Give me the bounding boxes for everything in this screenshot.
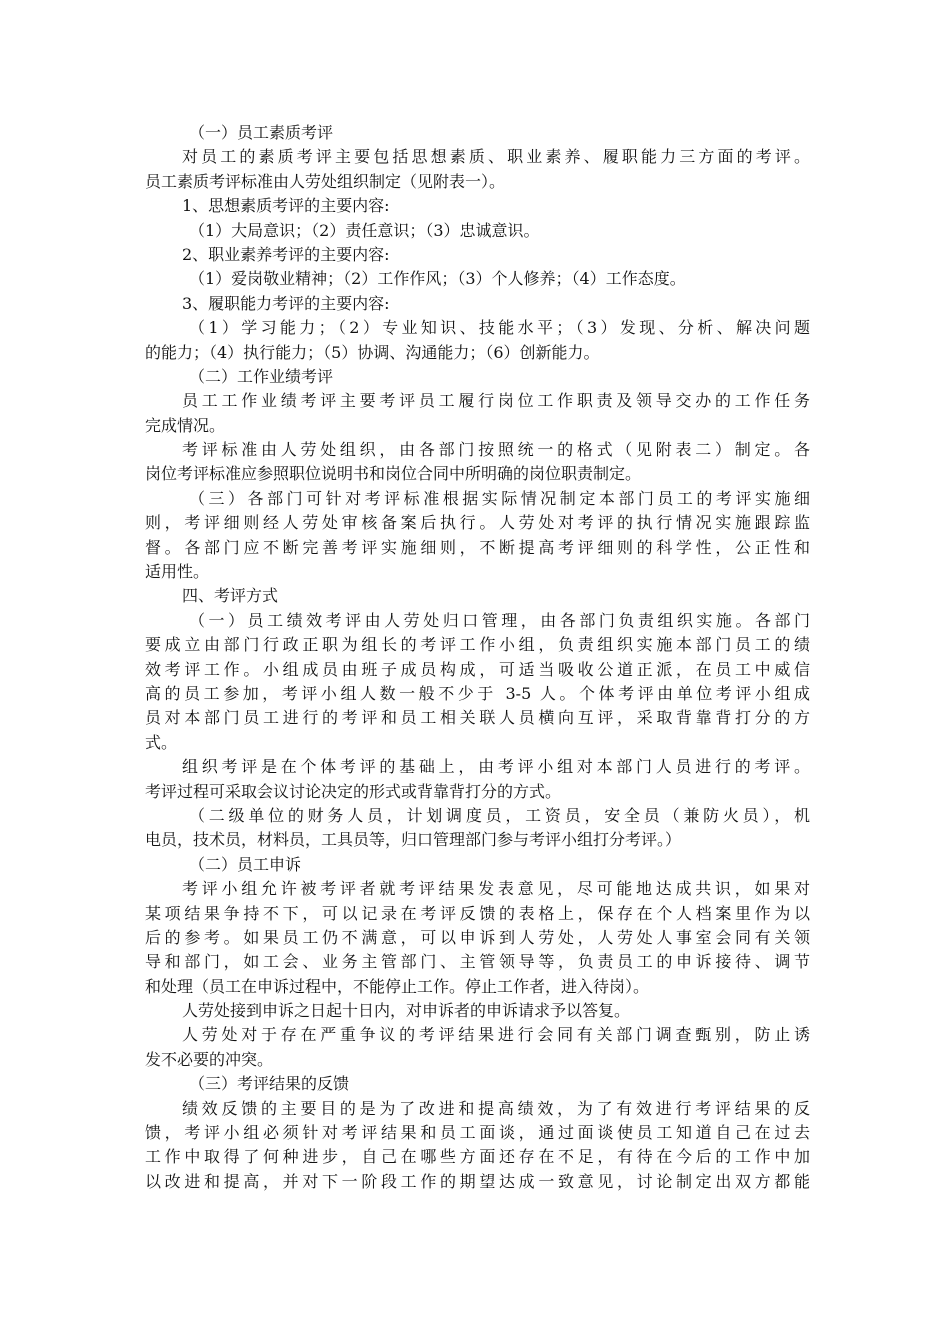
text-line: 员工素质考评标准由人劳处组织制定（见附表一）。 [145, 171, 506, 191]
text-line: 电员，技术员，材料员，工具员等，归口管理部门参与考评小组打分考评。） [145, 830, 682, 850]
text-line: 四、考评方式 [182, 586, 279, 606]
text-line: 对员工的素质考评主要包括思想素质、职业素养、履职能力三方面的考评。 [182, 147, 810, 167]
text-line: （1）学习能力；（2）专业知识、技能水平；（3）发现、分析、解决问题 [189, 318, 810, 338]
text-line: 2、职业素养考评的主要内容: [182, 244, 390, 264]
text-line: （三）各部门可针对考评标准根据实际情况制定本部门员工的考评实施细 [189, 488, 810, 508]
text-line: 馈，考评小组必须针对考评结果和员工面谈，通过面谈使员工知道自己在过去 [145, 1123, 810, 1143]
text-line: 组织考评是在个体考评的基础上，由考评小组对本部门人员进行的考评。 [182, 757, 810, 777]
text-line: 式。 [145, 732, 178, 752]
text-line: 1、思想素质考评的主要内容: [182, 196, 390, 216]
text-line: 绩效反馈的主要目的是为了改进和提高绩效，为了有效进行考评结果的反 [182, 1098, 810, 1118]
text-line: 发不必要的冲突。 [145, 1049, 274, 1069]
text-line: 考评小组允许被考评者就考评结果发表意见，尽可能地达成共识，如果对 [182, 879, 810, 899]
text-line: 人劳处接到申诉之日起十日内，对申诉者的申诉请求予以答复。 [182, 1001, 631, 1021]
text-line: 后的参考。如果员工仍不满意，可以申诉到人劳处，人劳处人事室会同有关领 [145, 927, 810, 947]
text-line: （二）员工申诉 [189, 854, 302, 874]
text-line: 导和部门，如工会、业务主管部门、主管领导等，负责员工的申诉接待、调节 [145, 952, 810, 972]
text-line: 完成情况。 [145, 415, 226, 435]
text-line: 和处理（员工在申诉过程中，不能停止工作。停止工作者，进入待岗）。 [145, 976, 650, 996]
text-line: （1）大局意识；（2）责任意识；（3）忠诚意识。 [189, 220, 540, 240]
text-line: 考评标准由人劳处组织，由各部门按照统一的格式（见附表二）制定。各 [182, 440, 810, 460]
text-line: （一）员工素质考评 [189, 123, 334, 142]
text-line: 则，考评细则经人劳处审核备案后执行。人劳处对考评的执行情况实施跟踪监 [145, 513, 810, 533]
text-line: 督。各部门应不断完善考评实施细则，不断提高考评细则的科学性，公正性和 [145, 537, 810, 557]
text-line: （二）工作业绩考评 [189, 366, 334, 386]
text-line: 员对本部门员工进行的考评和员工相关联人员横向互评，采取背靠背打分的方 [145, 708, 810, 728]
text-line: 岗位考评标准应参照职位说明书和岗位合同中所明确的岗位职责制定。 [145, 464, 642, 484]
document-page [145, 121, 810, 1194]
text-line: 人劳处对于存在严重争议的考评结果进行会同有关部门调查甄别，防止诱 [182, 1025, 810, 1045]
text-line: 要成立由部门行政正职为组长的考评工作小组，负责组织实施本部门员工的绩 [145, 635, 810, 655]
text-line: （二级单位的财务人员，计划调度员，工资员，安全员（兼防火员），机 [189, 805, 810, 825]
text-line: 员工工作业绩考评主要考评员工履行岗位工作职责及领导交办的工作任务 [182, 391, 810, 411]
text-line: 某项结果争持不下，可以记录在考评反馈的表格上，保存在个人档案里作为以 [145, 903, 810, 923]
text-line: 的能力；（4）执行能力；（5）协调、沟通能力；（6）创新能力。 [145, 342, 600, 362]
text-line: （三）考评结果的反馈 [189, 1074, 350, 1094]
text-line: 效考评工作。小组成员由班子成员构成，可适当吸收公道正派，在员工中威信 [145, 659, 810, 679]
text-line: 以改进和提高，并对下一阶段工作的期望达成一致意见，讨论制定出双方都能 [145, 1171, 810, 1191]
text-line: （一）员工绩效考评由人劳处归口管理，由各部门负责组织实施。各部门 [189, 610, 810, 630]
text-line: 考评过程可采取会议讨论决定的形式或背靠背打分的方式。 [145, 781, 562, 801]
text-line: 工作中取得了何种进步，自己在哪些方面还存在不足，有待在今后的工作中加 [145, 1147, 810, 1167]
text-line: 高的员工参加，考评小组人数一般不少于 3-5 人。个体考评由单位考评小组成 [145, 683, 810, 703]
text-line: （1）爱岗敬业精神；（2）工作作风；（3）个人修养；（4）工作态度。 [189, 269, 686, 289]
text-line: 3、履职能力考评的主要内容: [182, 293, 390, 313]
text-line: 适用性。 [145, 562, 210, 582]
